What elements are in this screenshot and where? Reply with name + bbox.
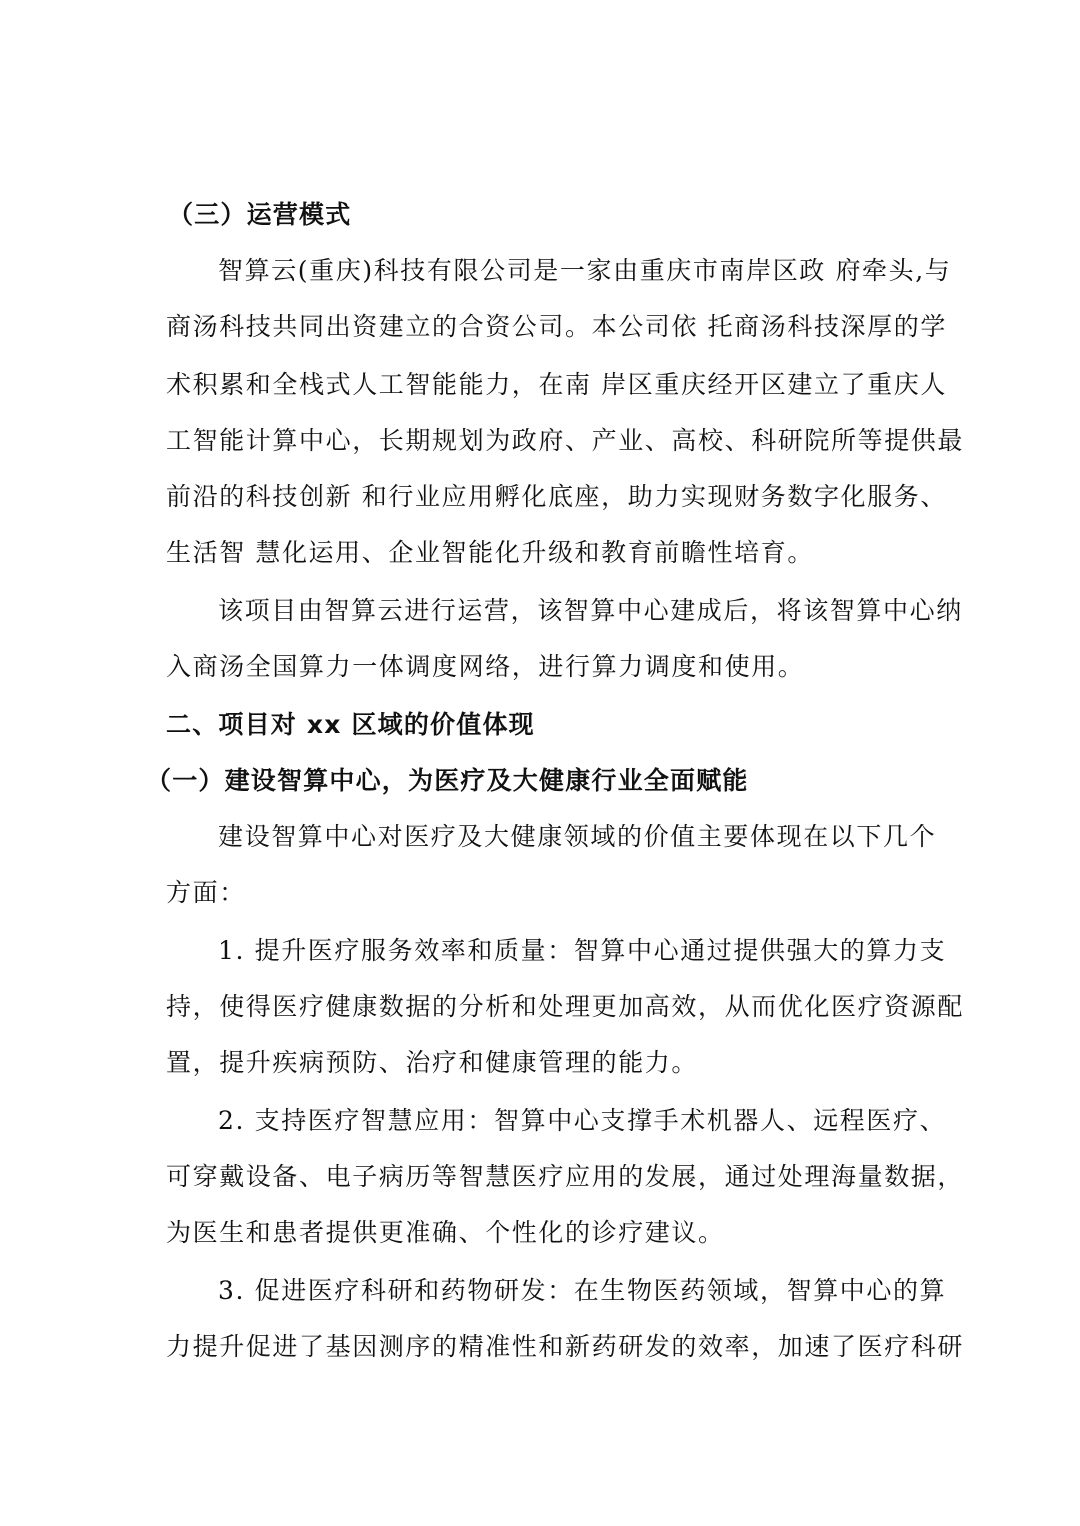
paragraph-line: 建设智算中心对医疗及大健康领域的价值主要体现在以下几个 xyxy=(218,822,937,851)
heading-medical-empowerment: （一）建设智算中心，为医疗及大健康行业全面赋能 xyxy=(146,766,749,795)
list-item-line: 力提升促进了基因测序的精准性和新药研发的效率，加速了医疗科研 xyxy=(166,1332,965,1361)
list-item-line: 置，提升疾病预防、治疗和健康管理的能力。 xyxy=(166,1048,699,1077)
list-item-line: 可穿戴设备、电子病历等智慧医疗应用的发展，通过处理海量数据， xyxy=(166,1162,965,1191)
paragraph-line: 生活智 慧化运用、企业智能化升级和教育前瞻性培育。 xyxy=(166,538,814,567)
paragraph-line: 该项目由智算云进行运营，该智算中心建成后，将该智算中心纳 xyxy=(218,596,963,625)
paragraph-line: 术积累和全栈式人工智能能力，在南 岸区重庆经开区建立了重庆人 xyxy=(166,370,947,399)
paragraph-line: 商汤科技共同出资建立的合资公司。本公司依 托商汤科技深厚的学 xyxy=(166,312,947,341)
paragraph-line: 前沿的科技创新 和行业应用孵化底座，助力实现财务数字化服务、 xyxy=(166,482,947,511)
list-item-line: 1. 提升医疗服务效率和质量：智算中心通过提供强大的算力支 xyxy=(218,936,947,965)
heading-operation-mode: （三）运营模式 xyxy=(168,200,352,229)
paragraph-line: 入商汤全国算力一体调度网络，进行算力调度和使用。 xyxy=(166,652,805,681)
list-item-line: 持，使得医疗健康数据的分析和处理更加高效，从而优化医疗资源配 xyxy=(166,992,965,1021)
list-item-line: 3. 促进医疗科研和药物研发：在生物医药领域，智算中心的算 xyxy=(218,1276,947,1305)
paragraph-line: 智算云(重庆)科技有限公司是一家由重庆市南岸区政 府牵头,与 xyxy=(218,256,952,285)
paragraph-line: 方面： xyxy=(166,878,246,907)
heading-regional-value: 二、项目对 xx 区域的价值体现 xyxy=(166,710,535,739)
paragraph-line: 工智能计算中心，长期规划为政府、产业、高校、科研院所等提供最 xyxy=(166,426,965,455)
list-item-line: 为医生和患者提供更准确、个性化的诊疗建议。 xyxy=(166,1218,725,1247)
list-item-line: 2. 支持医疗智慧应用：智算中心支撑手术机器人、远程医疗、 xyxy=(218,1106,947,1135)
